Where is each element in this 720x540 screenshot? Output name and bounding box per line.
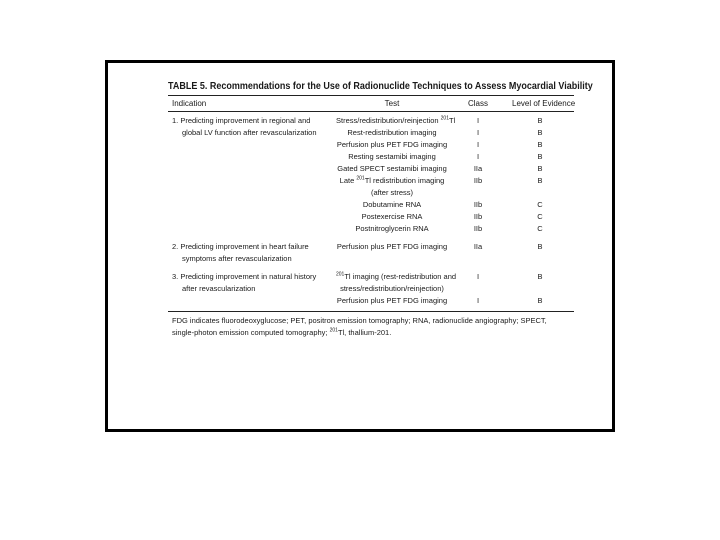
test-text: Late [339, 176, 357, 185]
class-cell: IIb [473, 176, 483, 185]
table-row-continuation [168, 283, 574, 295]
class-cell: I [476, 272, 480, 281]
evidence-cell: C [537, 212, 543, 221]
test-cell: Postnitroglycerin RNA [355, 224, 429, 233]
class-cell: I [476, 116, 480, 125]
evidence-cell: B [537, 116, 543, 125]
table-row [168, 199, 574, 211]
evidence-cell: C [537, 200, 543, 209]
test-cell [336, 175, 448, 187]
evidence-cell: B [537, 152, 543, 161]
test-cell: Resting sestamibi imaging [348, 152, 436, 161]
header-test: Test [384, 99, 400, 108]
evidence-cell: B [537, 164, 543, 173]
test-text: Tl [448, 116, 456, 125]
test-cell: Perfusion plus PET FDG imaging [336, 242, 448, 251]
test-cell: Gated SPECT sestamibi imaging [337, 164, 447, 173]
test-cell: Perfusion plus PET FDG imaging [336, 140, 448, 149]
table-row [168, 115, 574, 127]
test-cell: (after stress) [370, 188, 414, 197]
table-row [168, 223, 574, 235]
table-row-continuation [168, 187, 574, 199]
indication-text: 1. Predicting improvement in regional and [172, 116, 311, 125]
table-group [168, 241, 574, 265]
table-caption: TABLE 5. Recommendations for the Use of Radionuclide Techniques to Assess Myocardial Viability [168, 81, 593, 92]
header-indication: Indication [172, 99, 207, 108]
class-cell: I [476, 152, 480, 161]
test-text: Tl redistribution imaging [364, 176, 445, 185]
table-row [168, 151, 574, 163]
evidence-cell: B [537, 176, 543, 185]
isotope-superscript: 201 [440, 115, 449, 122]
table-row [168, 163, 574, 175]
evidence-cell: C [537, 224, 543, 233]
class-cell: IIb [473, 224, 483, 233]
table-row [168, 139, 574, 151]
evidence-cell: B [537, 128, 543, 137]
footnote-text-end: Tl, thallium-201. [337, 328, 392, 337]
slide-frame [105, 60, 615, 432]
evidence-cell: B [537, 140, 543, 149]
test-cell [336, 271, 457, 283]
table-row [168, 211, 574, 223]
table-container [168, 79, 593, 339]
isotope-superscript: 201 [336, 271, 345, 278]
class-cell: IIa [473, 164, 483, 173]
header-level-of-evidence: Level of Evidence [512, 99, 576, 108]
table-body [168, 115, 574, 311]
footnote-text: FDG indicates fluorodeoxyglucose; PET, positron emission tomography; RNA, radionuclide angiography; SPECT, single-photon emission computed tomography; [172, 316, 547, 337]
header-class: Class [467, 99, 488, 108]
footnote-superscript: 201 [329, 327, 338, 334]
table-row [168, 271, 574, 283]
test-text: Tl imaging (rest-redistribution and [344, 272, 457, 281]
indication-text: 3. Predicting improvement in natural history [172, 272, 317, 281]
table-group [168, 115, 574, 235]
table-row [168, 175, 574, 187]
table-row [168, 127, 574, 139]
table-row [168, 241, 574, 253]
test-cell: Dobutamine RNA [362, 200, 422, 209]
class-cell: I [476, 128, 480, 137]
indication-text: symptoms after revascularization [182, 254, 292, 263]
class-cell: IIb [473, 212, 483, 221]
header-row [168, 96, 574, 111]
test-cell: Perfusion plus PET FDG imaging [336, 296, 448, 305]
class-cell: IIb [473, 200, 483, 209]
header-rule [168, 111, 574, 112]
test-text: Stress/redistribution/reinjection [336, 116, 441, 125]
indication-text: 2. Predicting improvement in heart failure [172, 242, 309, 251]
class-cell: I [476, 140, 480, 149]
isotope-superscript: 201 [356, 175, 365, 182]
test-cell: Rest-redistribution imaging [347, 128, 437, 137]
class-cell: I [476, 296, 480, 305]
indication-text: global LV function after revascularization [182, 128, 317, 137]
table-footnote [168, 312, 574, 339]
indication-text: after revascularization [182, 284, 256, 293]
table-row [168, 295, 574, 307]
class-cell: IIa [473, 242, 483, 251]
evidence-cell: B [537, 242, 543, 251]
evidence-cell: B [537, 296, 543, 305]
evidence-cell: B [537, 272, 543, 281]
test-cell: Postexercise RNA [361, 212, 423, 221]
test-cell: stress/redistribution/reinjection) [340, 284, 444, 293]
table-group [168, 271, 574, 307]
test-cell [336, 115, 456, 127]
